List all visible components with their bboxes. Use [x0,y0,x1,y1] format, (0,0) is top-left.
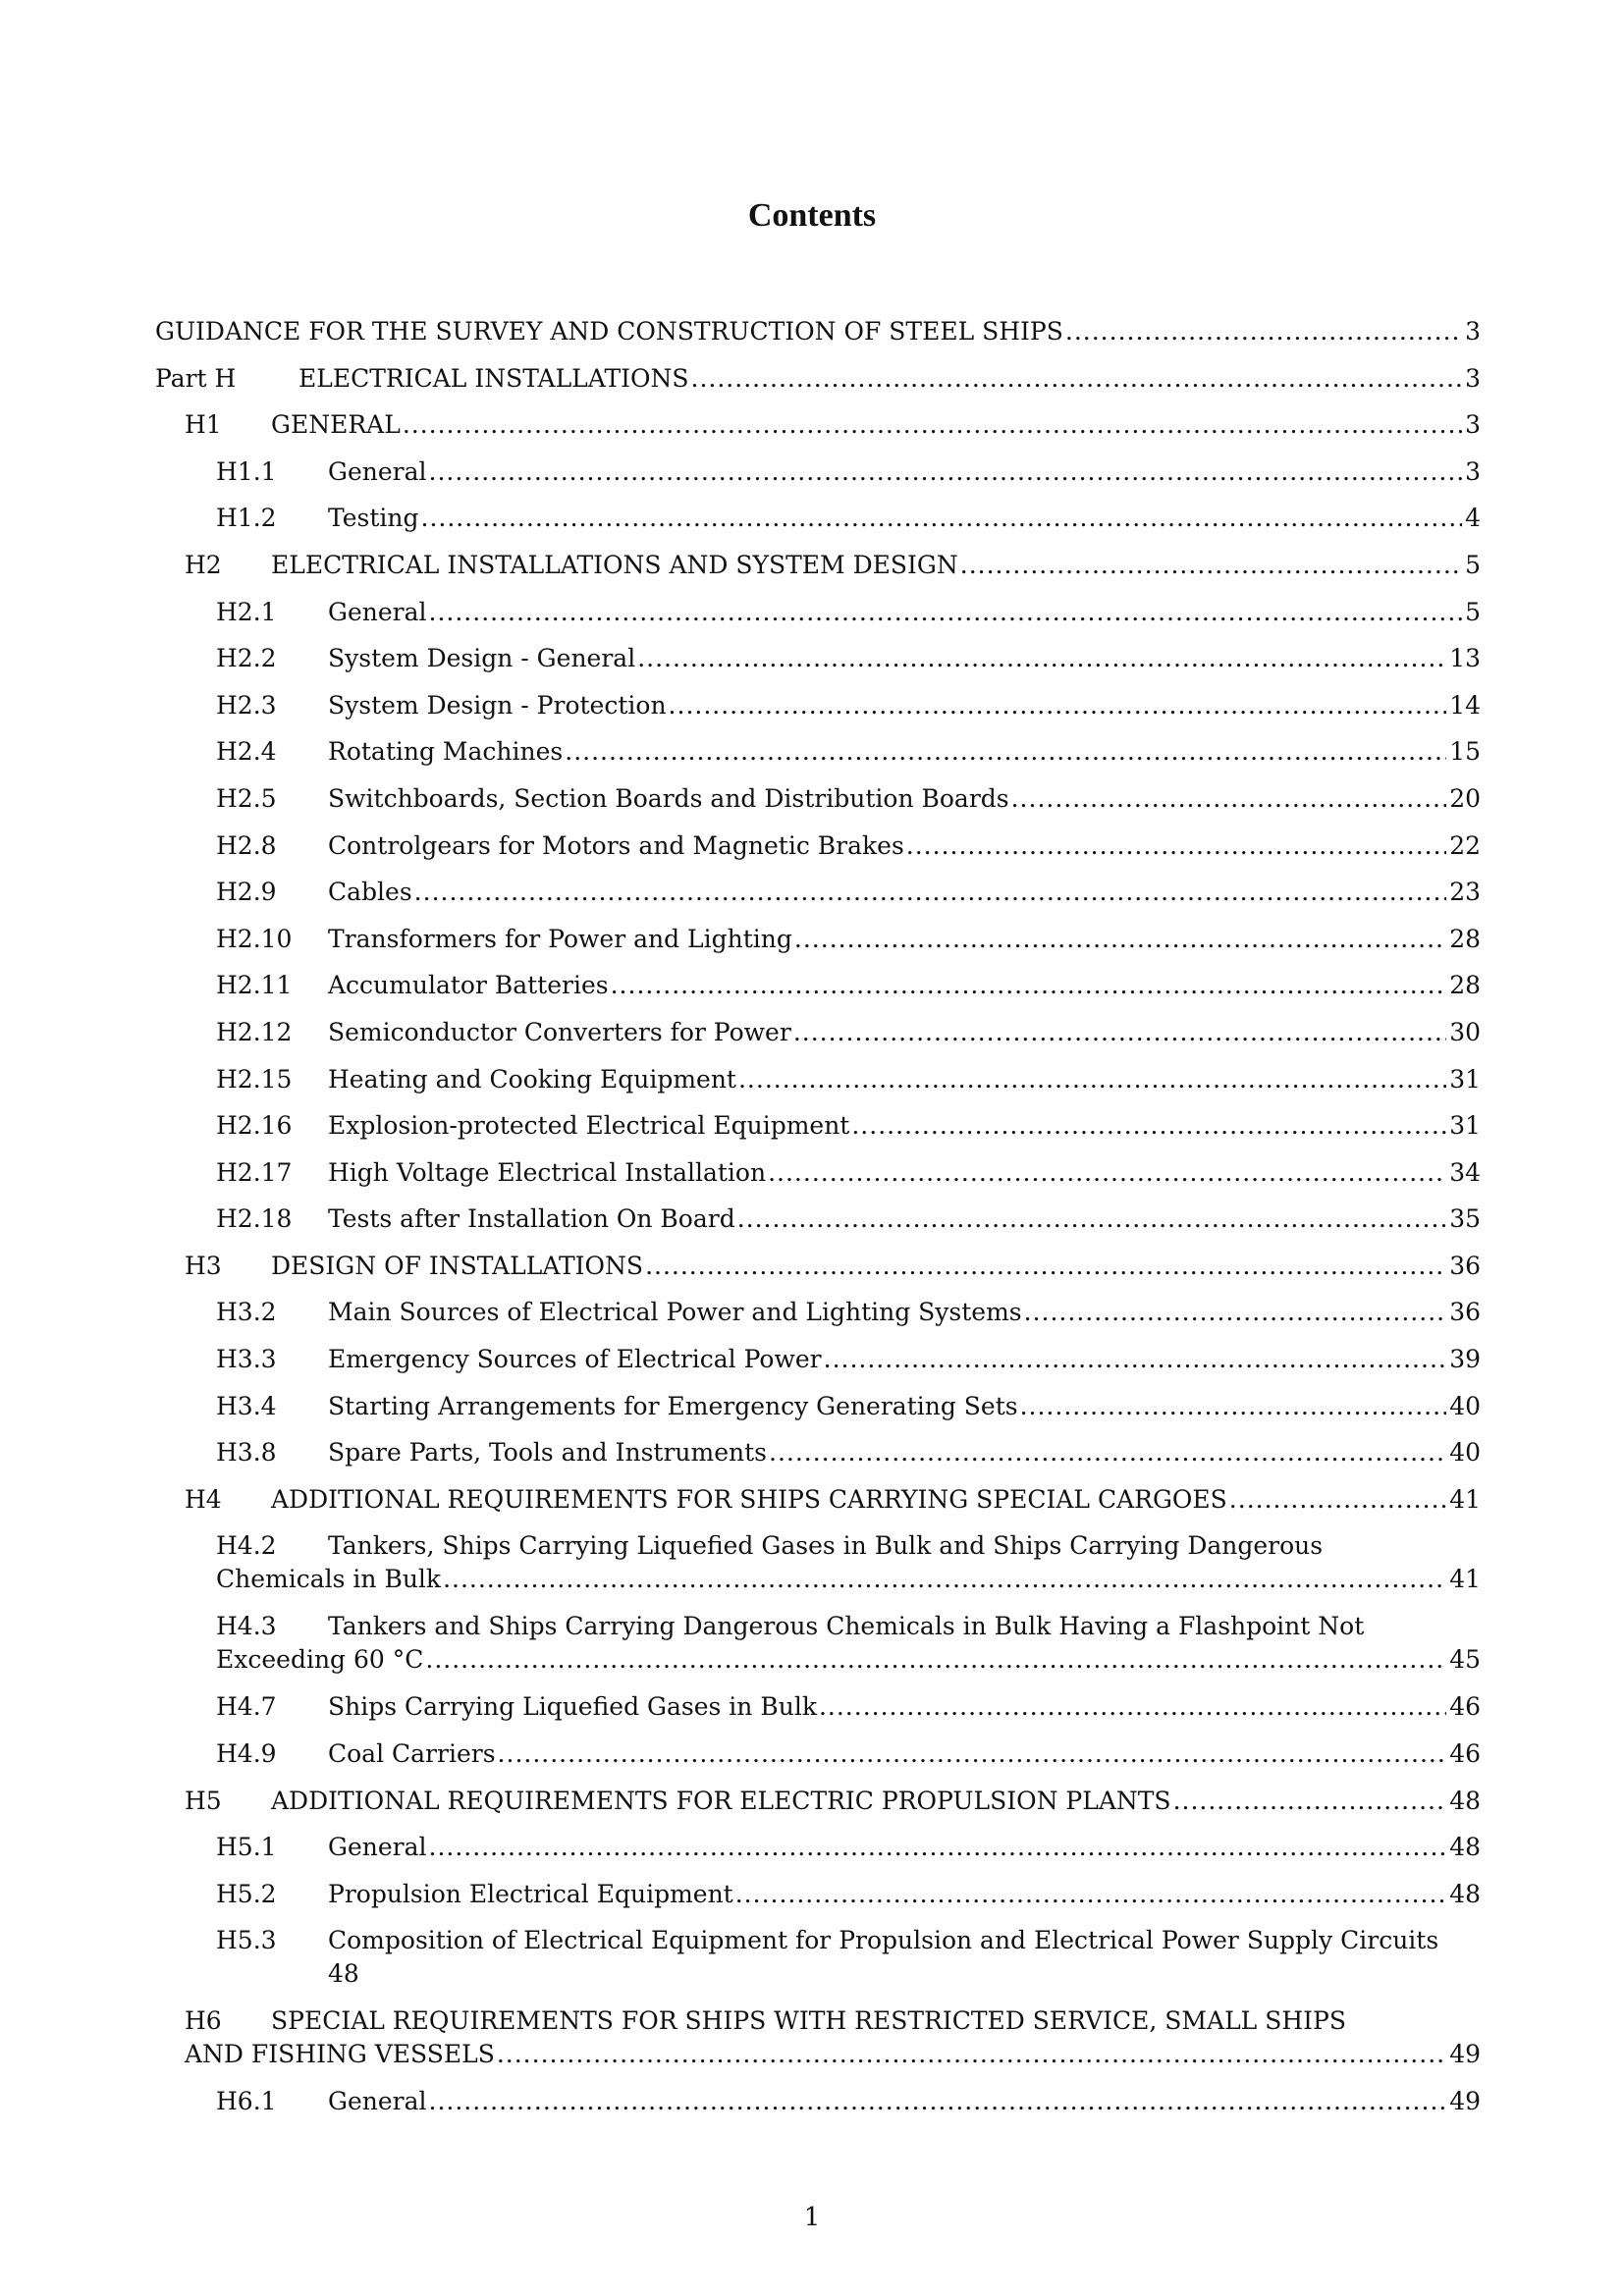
toc-entry[interactable] [155,1203,1481,1251]
dot-leader [906,830,1446,862]
toc-number: H3.8 [216,1438,277,1468]
dot-leader [497,2039,1446,2070]
toc-entry[interactable] [155,1064,1481,1111]
table-of-contents [155,316,1481,2133]
toc-title: Ships Carrying Liquefied Gases in Bulk [328,1692,817,1722]
toc-title: ELECTRICAL INSTALLATIONS [298,363,689,393]
toc-number: H2.16 [216,1111,293,1141]
toc-title: GENERAL [271,410,401,440]
toc-number: H2.2 [216,644,277,673]
toc-page-number: 46 [1449,1739,1481,1769]
toc-title: Spare Parts, Tools and Instruments [328,1438,767,1468]
dot-leader [737,1203,1446,1235]
toc-entry[interactable] [155,1344,1481,1391]
toc-entry[interactable] [155,830,1481,878]
toc-number: H2.4 [216,737,277,767]
toc-title: ADDITIONAL REQUIREMENTS FOR ELECTRIC PROPULSION PLANTS [271,1786,1171,1815]
toc-number: H4.3 [216,1612,277,1641]
dot-leader [611,970,1447,1001]
toc-title: GUIDANCE FOR THE SURVEY AND CONSTRUCTION OF STEEL SHIPS [155,317,1063,346]
toc-page-number: 36 [1449,1298,1481,1327]
toc-entry[interactable] [155,1110,1481,1157]
toc-title: General [328,2087,427,2116]
toc-title: Transformers for Power and Lighting [328,924,792,953]
dot-leader [637,643,1446,674]
dot-leader [443,1564,1446,1595]
toc-number: H1.2 [216,504,277,533]
toc-page-number: 23 [1449,878,1481,907]
toc-entry[interactable] [155,783,1481,830]
toc-title: ADDITIONAL REQUIREMENTS FOR SHIPS CARRYING SPECIAL CARGOES [271,1484,1227,1514]
dot-leader [645,1251,1446,1282]
toc-entry[interactable] [155,1017,1481,1064]
dot-leader [565,736,1446,768]
toc-number: H6.1 [216,2087,277,2116]
dot-leader [819,1691,1446,1723]
toc-title: Heating and Cooking Equipment [328,1064,736,1094]
toc-entry[interactable] [155,1925,1481,2005]
dot-leader [429,2086,1447,2117]
toc-entry[interactable] [155,456,1481,504]
toc-entry[interactable] [155,736,1481,783]
dot-leader [414,877,1447,908]
toc-page-number: 30 [1449,1017,1481,1046]
toc-entry[interactable] [155,363,1481,410]
toc-number: H4.2 [216,1531,277,1561]
page-number: 1 [803,2203,821,2232]
toc-number: H5.1 [216,1833,277,1862]
toc-entry[interactable] [155,924,1481,971]
dot-leader [768,1157,1446,1189]
toc-page-number: 4 [1465,504,1481,533]
toc-title: General [328,1833,427,1862]
toc-title: Composition of Electrical Equipment for Propulsion and Electrical Power Supply Circuits [328,1926,1439,1955]
toc-page-number: 46 [1449,1692,1481,1722]
toc-number: H2.15 [216,1064,293,1094]
toc-entry[interactable] [155,877,1481,924]
toc-number: H5.3 [216,1926,277,1955]
toc-title: Switchboards, Section Boards and Distribution Boards [328,783,1009,813]
toc-page-number: 3 [1465,456,1481,486]
dot-leader [429,597,1463,628]
toc-number: Part H [155,363,237,393]
toc-number: H3.3 [216,1345,277,1374]
toc-title: General [328,597,427,626]
dot-leader [425,1644,1446,1676]
toc-number: H2.8 [216,830,277,860]
toc-page-number: 13 [1449,644,1481,673]
toc-entry[interactable] [155,1484,1481,1531]
dot-leader [1173,1786,1447,1817]
toc-entry[interactable] [155,1530,1481,1611]
toc-number: H2.17 [216,1157,293,1187]
dot-leader [793,1017,1446,1048]
dot-leader [429,456,1463,488]
toc-page-number: 49 [1449,2040,1481,2069]
toc-page-number: 22 [1449,830,1481,860]
dot-leader [1024,1297,1447,1328]
toc-title: Main Sources of Electrical Power and Lighting Systems [328,1298,1022,1327]
toc-page-number: 15 [1449,737,1481,767]
toc-entry[interactable] [155,1879,1481,1926]
toc-title: Explosion-protected Electrical Equipment [328,1111,850,1141]
toc-entry[interactable] [155,1251,1481,1298]
toc-entry[interactable] [155,690,1481,737]
toc-number: H4.7 [216,1692,277,1722]
toc-page-number: 3 [1465,363,1481,393]
toc-page-number: 35 [1449,1204,1481,1234]
toc-entry[interactable] [155,1691,1481,1738]
dot-leader [403,409,1462,441]
toc-title: Tankers and Ships Carrying Dangerous Chemicals in Bulk Having a Flashpoint Not [328,1612,1365,1641]
toc-title: General [328,456,427,486]
toc-title: Starting Arrangements for Emergency Generating Sets [328,1391,1018,1420]
toc-page-number: 36 [1449,1251,1481,1280]
toc-title: Tests after Installation On Board [328,1204,735,1234]
toc-page-number: 3 [1465,410,1481,440]
toc-entry[interactable] [155,1832,1481,1879]
dot-leader [1011,783,1447,815]
toc-entry[interactable] [155,2086,1481,2133]
toc-page-number: 5 [1465,550,1481,579]
toc-number: H5.2 [216,1879,277,1908]
toc-entry[interactable] [155,409,1481,456]
toc-page-number: 40 [1449,1391,1481,1420]
toc-number: H4 [185,1484,222,1514]
dot-leader [851,1110,1446,1142]
toc-page-number: 48 [1449,1879,1481,1908]
toc-title: Semiconductor Converters for Power [328,1017,791,1046]
toc-number: H4.9 [216,1739,277,1769]
toc-number: H1 [185,410,222,440]
toc-entry[interactable] [155,970,1481,1017]
toc-page-number: 34 [1449,1157,1481,1187]
toc-title: Accumulator Batteries [328,971,609,1000]
toc-page-number: 14 [1449,690,1481,720]
toc-entry[interactable] [155,1391,1481,1438]
toc-page-number: 31 [1449,1064,1481,1094]
page-title: Contents [747,197,877,234]
toc-number: H3.2 [216,1298,277,1327]
toc-title-continued: Exceeding 60 °C [216,1645,424,1675]
toc-number: H2.18 [216,1204,293,1234]
toc-entry[interactable] [155,550,1481,597]
toc-title: Propulsion Electrical Equipment [328,1879,733,1908]
toc-title: System Design - General [328,644,636,673]
toc-entry[interactable] [155,1611,1481,1691]
toc-entry[interactable] [155,1738,1481,1786]
toc-number: H2 [185,550,222,579]
toc-title-continued: AND FISHING VESSELS [185,2040,495,2069]
toc-entry[interactable] [155,2005,1481,2086]
toc-entry[interactable] [155,1437,1481,1484]
toc-number: H1.1 [216,456,277,486]
dot-leader [1065,316,1462,347]
dot-leader [429,1832,1447,1863]
toc-entry[interactable] [155,597,1481,644]
toc-page-number: 48 [1449,1833,1481,1862]
toc-page-number: 31 [1449,1111,1481,1141]
toc-number: H2.9 [216,878,277,907]
toc-number: H2.3 [216,690,277,720]
toc-title: Tankers, Ships Carrying Liquefied Gases in Bulk and Ships Carrying Dangerous [328,1531,1324,1561]
dot-leader [498,1738,1447,1770]
dot-leader [769,1437,1446,1468]
toc-title: System Design - Protection [328,690,667,720]
toc-number: H5 [185,1786,222,1815]
toc-title: SPECIAL REQUIREMENTS FOR SHIPS WITH RESTRICTED SERVICE, SMALL SHIPS [271,2006,1346,2036]
dot-leader [669,690,1447,721]
dot-leader [421,503,1463,534]
toc-page-number: 3 [1465,317,1481,346]
toc-title: Controlgears for Motors and Magnetic Brakes [328,830,904,860]
dot-leader [824,1344,1447,1375]
toc-title: ELECTRICAL INSTALLATIONS AND SYSTEM DESIGN [271,550,958,579]
toc-number: H2.10 [216,924,293,953]
dot-leader [794,924,1446,955]
toc-title: High Voltage Electrical Installation [328,1157,767,1187]
dot-leader [738,1064,1446,1095]
dot-leader [960,550,1462,581]
toc-page-number: 28 [1449,971,1481,1000]
toc-page-number: 49 [1449,2087,1481,2116]
toc-entry[interactable] [155,643,1481,690]
toc-title: Rotating Machines [328,737,564,767]
toc-page-number: 28 [1449,924,1481,953]
dot-leader [735,1879,1446,1910]
toc-title: Coal Carriers [328,1739,496,1769]
dot-leader [691,363,1463,395]
toc-page-number: 41 [1449,1484,1481,1514]
toc-number: H3.4 [216,1391,277,1420]
toc-title: Testing [328,504,419,533]
toc-number: H2.1 [216,597,277,626]
toc-number: H3 [185,1251,222,1280]
toc-entry[interactable] [155,1297,1481,1344]
dot-leader [1020,1391,1447,1422]
toc-page-number: 5 [1465,597,1481,626]
toc-page-number: 48 [328,1959,359,1989]
toc-entry[interactable] [155,1157,1481,1204]
toc-title: Cables [328,878,412,907]
toc-number: H6 [185,2006,222,2036]
toc-title: DESIGN OF INSTALLATIONS [271,1251,644,1280]
toc-page-number: 45 [1449,1645,1481,1675]
toc-title-continued: Chemicals in Bulk [216,1565,442,1594]
toc-page-number: 41 [1449,1565,1481,1594]
toc-number: H2.5 [216,783,277,813]
toc-page-number: 20 [1449,783,1481,813]
toc-number: H2.11 [216,971,293,1000]
toc-entry[interactable] [155,1786,1481,1833]
toc-page-number: 40 [1449,1438,1481,1468]
toc-title: Emergency Sources of Electrical Power [328,1345,822,1374]
toc-entry[interactable] [155,503,1481,550]
dot-leader [1229,1484,1446,1516]
toc-page-number: 48 [1449,1786,1481,1815]
toc-page-number: 39 [1449,1345,1481,1374]
toc-number: H2.12 [216,1017,293,1046]
toc-entry[interactable] [155,316,1481,363]
